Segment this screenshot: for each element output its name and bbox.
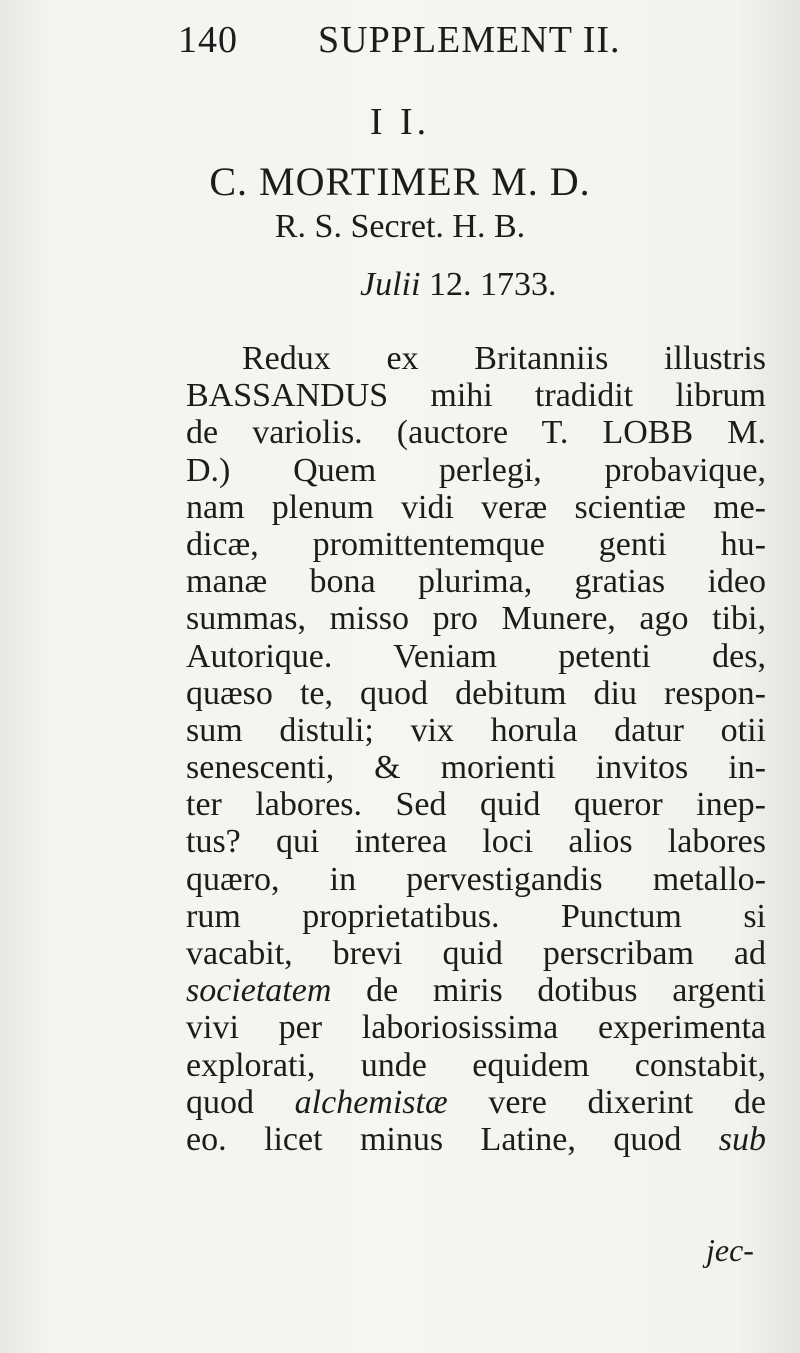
body-line: rum proprietatibus. Punctum si: [186, 897, 766, 935]
italic-word: alchemistæ: [294, 1083, 448, 1121]
running-title: SUPPLEMENT II.: [318, 19, 621, 61]
letter-author: C. MORTIMER M. D.: [209, 159, 591, 204]
date-month: Julii: [360, 266, 421, 303]
date-day-year: 12. 1733.: [428, 266, 557, 303]
section-number: I I.: [369, 101, 431, 143]
body-line: de variolis. (auctore T. LOBB M.: [186, 414, 766, 452]
body-line: summas, misso pro Munere, ago tibi,: [186, 600, 766, 638]
body-line: eo. licet minus Latine, quod sub: [186, 1120, 766, 1158]
body-line: senescenti, & morienti invitos in-: [186, 749, 766, 787]
body-line: nam plenum vidi veræ scientiæ me-: [186, 488, 766, 526]
body-line: dicæ, promittentemque genti hu-: [186, 525, 766, 563]
body-line: quod alchemistæ vere dixerint de: [186, 1083, 766, 1121]
body-line: explorati, unde equidem constabit,: [186, 1046, 766, 1084]
body-line: societatem de miris dotibus argenti: [186, 972, 766, 1010]
body-line: quæso te, quod debitum diu respon-: [186, 674, 766, 712]
letter-body: [186, 340, 766, 1158]
dateline: [360, 266, 556, 304]
body-line: Autorique. Veniam petenti des,: [186, 637, 766, 675]
italic-word: societatem: [186, 972, 332, 1010]
author-title: R. S. Secret. H. B.: [274, 208, 526, 245]
body-line: vivi per laboriosissima experimenta: [186, 1009, 766, 1047]
body-line: BASSANDUS mihi tradidit librum: [186, 377, 766, 415]
body-line: vacabit, brevi quid perscribam ad: [186, 935, 766, 972]
body-line: quæro, in pervestigandis metallo-: [186, 860, 766, 898]
running-head: [178, 18, 678, 61]
catchword: jec-: [706, 1232, 754, 1268]
page-number: 140: [178, 19, 238, 61]
body-line: manæ bona plurima, gratias ideo: [186, 563, 766, 601]
body-line: D.) Quem perlegi, probavique,: [186, 451, 766, 489]
body-line: tus? qui interea loci alios labores: [186, 823, 766, 861]
body-line: sum distuli; vix horula datur otii: [186, 711, 766, 749]
body-line: Redux ex Britanniis illustris: [242, 340, 766, 377]
body-line: ter labores. Sed quid queror inep-: [186, 786, 766, 824]
italic-word: sub: [718, 1120, 766, 1158]
